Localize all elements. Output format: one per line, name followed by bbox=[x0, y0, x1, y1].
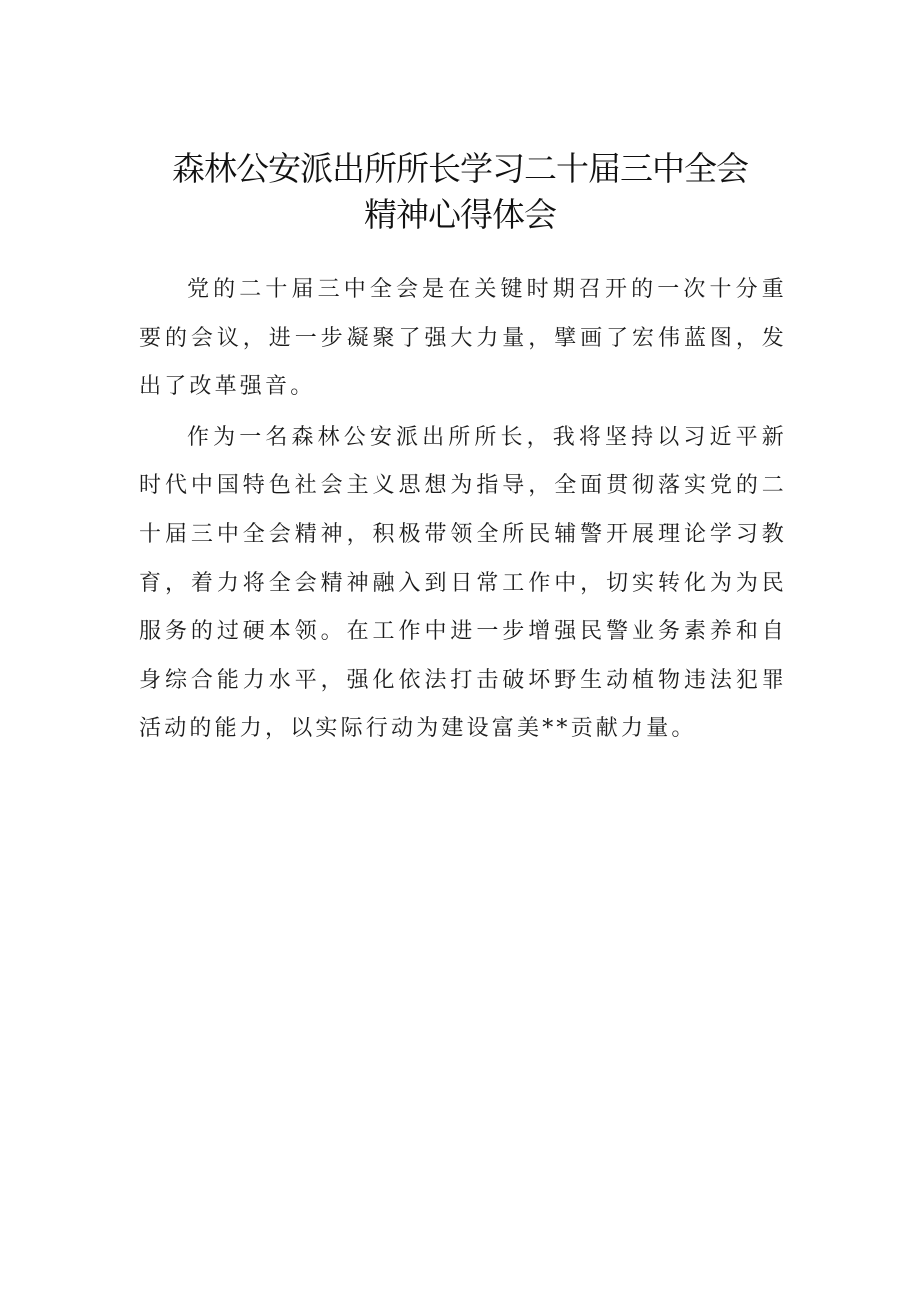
paragraph-1: 党的二十届三中全会是在关键时期召开的一次十分重要的会议，进一步凝聚了强大力量，擘画了宏伟蓝图，发出了改革强音。 bbox=[139, 277, 787, 400]
document-title bbox=[100, 146, 820, 238]
document-body bbox=[139, 266, 787, 756]
title-line-2: 精神心得体会 bbox=[364, 195, 556, 234]
paragraph-2: 作为一名森林公安派出所所长，我将坚持以习近平新时代中国特色社会主义思想为指导，全面贯彻落实党的二十届三中全会精神，积极带领全所民辅警开展理论学习教育，着力将全会精神融入到日常工作中，切实转化为为民服务的过硬本领。在工作中进一步增强民警业务素养和自身综合能力水平，强化依法打击破坏野生动植物违法犯罪活动的能力，以实际行动为建设富美**贡献力量。 bbox=[139, 424, 787, 742]
title-line-1: 森林公安派出所所长学习二十届三中全会 bbox=[172, 149, 748, 188]
